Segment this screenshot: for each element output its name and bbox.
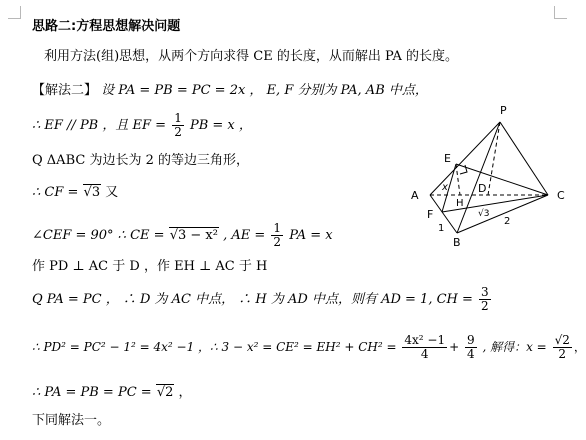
segment-EH-dashed — [456, 164, 460, 195]
fraction-numerator: 1 — [174, 111, 182, 125]
solution-line-3: Q ΔABC 为边长为 2 的等边三角形， — [32, 153, 249, 168]
solution-line-1 — [32, 82, 428, 100]
line-2-part-a: ∴ EF // PB ，且 EF = — [32, 118, 167, 133]
line-8-part-a: ∴ PD² = PC² − 1² = 4x² −1 ，∴ 3 − x² = CE² = EH² + CH² = — [32, 340, 397, 354]
line-8-part-c: ， — [573, 340, 586, 354]
fraction-denominator: 4 — [420, 347, 429, 361]
solution-line-9 — [32, 384, 192, 402]
fraction-half-2 — [271, 222, 283, 249]
fraction-numerator: 4x² −1 — [404, 333, 446, 347]
fraction-root2-over-2 — [553, 334, 572, 361]
sqrt-expression: √3 − x² — [169, 228, 218, 243]
line-4-part-b: 又 — [101, 185, 119, 200]
line-2-part-b: PB = x ， — [189, 118, 252, 133]
solution-line-2 — [32, 112, 252, 139]
label-x: x — [442, 182, 448, 193]
fraction-half — [172, 112, 184, 139]
fraction-4x2-1-over-4 — [402, 334, 447, 361]
label-P: P — [500, 104, 507, 117]
intro-text: 利用方法(组)思想，从两个方向求得 CE 的长度，从而解出 PA 的长度。 — [44, 49, 459, 64]
label-D: D — [478, 182, 487, 195]
label-C: C — [557, 189, 565, 202]
line-7-part-a: Q PA = PC ， ∴ D 为 AC 中点， ∴ H 为 AD 中点，则有 AD = 1, CH = — [32, 292, 473, 307]
sqrt-expression-value: 3 − x² — [177, 228, 218, 243]
label-F: F — [427, 208, 434, 221]
label-A: A — [411, 189, 419, 202]
sqrt-three-value: 3 — [91, 185, 101, 200]
sqrt-three: √3 — [83, 185, 101, 200]
solution-line-7 — [32, 286, 493, 313]
line-4-part-a: ∴ CF = — [32, 185, 83, 200]
label-one: 1 — [438, 223, 445, 234]
label-B: B — [453, 236, 461, 249]
sqrt-two: √2 — [156, 385, 174, 400]
line-9-part-b: ， — [174, 385, 192, 400]
solution-line-8 — [32, 334, 586, 361]
edge-PC — [500, 122, 548, 195]
solution-line-5 — [32, 222, 333, 249]
line-5-part-b: , AE = — [218, 228, 266, 243]
line-5-part-c: PA = x — [289, 228, 333, 243]
edge-BC — [457, 195, 548, 233]
plus-sign: + — [449, 340, 460, 354]
section-heading: 思路二:方程思想解决问题 — [32, 19, 181, 34]
label-E: E — [444, 152, 451, 165]
fraction-denominator: 2 — [174, 125, 182, 139]
line-9-part-a: ∴ PA = PB = PC = — [32, 385, 156, 400]
solution-line-10: 下同解法一。 — [32, 413, 111, 428]
label-H: H — [456, 198, 464, 209]
edge-PA — [430, 122, 500, 195]
fraction-numerator: 1 — [273, 221, 282, 235]
fraction-9-over-4 — [465, 334, 477, 361]
tetrahedron-figure — [400, 100, 575, 250]
solution-tag: 【解法二】 — [32, 83, 98, 98]
label-two: 2 — [504, 216, 511, 227]
segment-EC — [456, 164, 548, 195]
solution-line-4 — [32, 184, 118, 202]
page-corner-mark-left — [8, 6, 21, 19]
fraction-denominator: 4 — [467, 347, 475, 361]
fraction-numerator: 3 — [481, 285, 489, 299]
solution-line-6: 作 PD ⊥ AC 于 D ，作 EH ⊥ AC 于 H — [32, 259, 268, 274]
line-8-part-b: , 解得：x = — [482, 340, 547, 354]
sqrt-two-value: 2 — [165, 385, 174, 400]
page-corner-mark-right — [554, 6, 567, 19]
fraction-three-halves — [479, 286, 491, 313]
line-5-part-a: ∠CEF = 90° ∴ CE = — [32, 228, 169, 243]
fraction-numerator: √2 — [554, 333, 570, 347]
label-sqrt3: √3 — [478, 209, 490, 219]
fraction-denominator: 2 — [481, 299, 489, 313]
fraction-denominator: 2 — [558, 347, 567, 361]
solution-line-1-text: 设 PA = PB = PC = 2x ， E, F 分别为 PA, AB 中点， — [101, 83, 428, 98]
fraction-denominator: 2 — [273, 235, 282, 249]
fraction-numerator: 9 — [467, 333, 475, 347]
